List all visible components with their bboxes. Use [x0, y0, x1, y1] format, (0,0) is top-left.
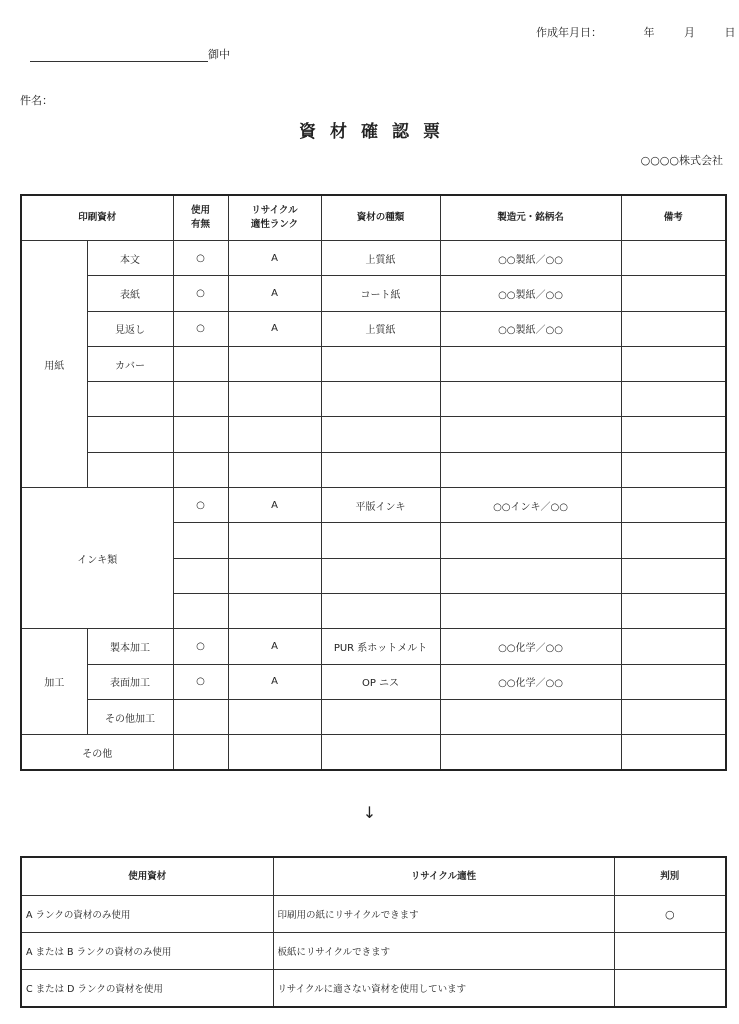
- judge-material-cell: C または D ランクの資材を使用: [21, 970, 273, 1008]
- type-cell[interactable]: 上質紙: [321, 311, 440, 346]
- group-ink: インキ類: [21, 488, 173, 629]
- use-cell[interactable]: ○: [173, 241, 228, 276]
- rank-cell[interactable]: [228, 593, 321, 628]
- table-row: [21, 699, 726, 734]
- note-cell[interactable]: [621, 382, 726, 417]
- recipient-line[interactable]: [30, 61, 208, 62]
- type-cell[interactable]: PUR 系ホットメルト: [321, 629, 440, 664]
- note-cell[interactable]: [621, 699, 726, 734]
- rank-cell[interactable]: [228, 417, 321, 452]
- judge-header-row: [21, 857, 726, 896]
- rank-cell[interactable]: A: [228, 488, 321, 523]
- rank-cell[interactable]: A: [228, 664, 321, 699]
- table-row: [21, 417, 726, 452]
- page-title: 資材確認票: [299, 122, 454, 142]
- rank-cell[interactable]: A: [228, 276, 321, 311]
- year-label: 年: [643, 26, 655, 39]
- company-name: ○○○○株式会社: [640, 154, 723, 167]
- judge-header-material: 使用資材: [21, 857, 273, 896]
- header-usage: [173, 195, 228, 241]
- item-cell[interactable]: [87, 382, 173, 417]
- item-cell: 見返し: [87, 311, 173, 346]
- judge-recycle-cell: リサイクルに適さない資材を使用しています: [273, 970, 614, 1008]
- header-note: 備考: [621, 195, 726, 241]
- header-rank-line1: リサイクル: [251, 205, 298, 216]
- table-row: [21, 382, 726, 417]
- table-row: [21, 970, 726, 1008]
- use-cell[interactable]: [173, 382, 228, 417]
- maker-cell[interactable]: ○○製紙／○○: [440, 311, 621, 346]
- item-cell: 表面加工: [87, 664, 173, 699]
- maker-cell[interactable]: ○○化学／○○: [440, 629, 621, 664]
- table-row: [21, 735, 726, 771]
- item-cell: その他加工: [87, 699, 173, 734]
- note-cell[interactable]: [621, 523, 726, 558]
- group-other: その他: [21, 735, 173, 771]
- type-cell[interactable]: [321, 417, 440, 452]
- note-cell[interactable]: [621, 488, 726, 523]
- note-cell[interactable]: [621, 629, 726, 664]
- use-cell[interactable]: ○: [173, 629, 228, 664]
- judge-header-judge: 判別: [614, 857, 726, 896]
- material-table: [20, 194, 727, 771]
- judge-recycle-cell: 板紙にリサイクルできます: [273, 933, 614, 970]
- item-cell: 表紙: [87, 276, 173, 311]
- header-usage-line2: 有無: [191, 219, 211, 230]
- item-cell: カバー: [87, 346, 173, 381]
- created-date-label: 作成年月日：: [536, 26, 602, 39]
- down-arrow-icon: ↓: [362, 803, 377, 822]
- use-cell[interactable]: [173, 346, 228, 381]
- created-date: [536, 24, 736, 40]
- maker-cell[interactable]: ○○化学／○○: [440, 664, 621, 699]
- judge-mark-cell[interactable]: [614, 970, 726, 1008]
- maker-cell[interactable]: [440, 346, 621, 381]
- day-label: 日: [724, 26, 736, 39]
- rank-cell[interactable]: [228, 346, 321, 381]
- note-cell[interactable]: [621, 417, 726, 452]
- subject-label: 件名：: [20, 94, 53, 107]
- type-cell[interactable]: [321, 346, 440, 381]
- recipient-suffix: 御中: [208, 48, 230, 61]
- type-cell[interactable]: 平版インキ: [321, 488, 440, 523]
- use-cell[interactable]: [173, 593, 228, 628]
- judge-material-cell: A ランクの資材のみ使用: [21, 896, 273, 933]
- maker-cell[interactable]: [440, 452, 621, 487]
- use-cell[interactable]: [173, 699, 228, 734]
- item-cell[interactable]: [87, 417, 173, 452]
- use-cell[interactable]: [173, 417, 228, 452]
- type-cell[interactable]: 上質紙: [321, 241, 440, 276]
- table-header-row: [21, 195, 726, 241]
- group-processing: 加工: [21, 629, 87, 735]
- rank-cell[interactable]: [228, 699, 321, 734]
- note-cell[interactable]: [621, 311, 726, 346]
- type-cell[interactable]: コート紙: [321, 276, 440, 311]
- rank-cell[interactable]: [228, 523, 321, 558]
- rank-cell[interactable]: A: [228, 311, 321, 346]
- type-cell[interactable]: [321, 735, 440, 771]
- table-row: [21, 346, 726, 381]
- judge-material-cell: A または B ランクの資材のみ使用: [21, 933, 273, 970]
- header-rank: [228, 195, 321, 241]
- use-cell[interactable]: [173, 558, 228, 593]
- rank-cell[interactable]: [228, 382, 321, 417]
- rank-cell[interactable]: [228, 735, 321, 771]
- note-cell[interactable]: [621, 241, 726, 276]
- rank-cell[interactable]: A: [228, 629, 321, 664]
- type-cell[interactable]: [321, 558, 440, 593]
- item-cell: 本文: [87, 241, 173, 276]
- maker-cell[interactable]: ○○製紙／○○: [440, 276, 621, 311]
- judge-mark-cell[interactable]: [614, 933, 726, 970]
- table-row: [21, 488, 726, 523]
- type-cell[interactable]: [321, 699, 440, 734]
- maker-cell[interactable]: ○○インキ／○○: [440, 488, 621, 523]
- use-cell[interactable]: [173, 735, 228, 771]
- note-cell[interactable]: [621, 452, 726, 487]
- maker-cell[interactable]: [440, 699, 621, 734]
- maker-cell[interactable]: ○○製紙／○○: [440, 241, 621, 276]
- use-cell[interactable]: [173, 452, 228, 487]
- maker-cell[interactable]: [440, 735, 621, 771]
- maker-cell[interactable]: [440, 523, 621, 558]
- maker-cell[interactable]: [440, 593, 621, 628]
- type-cell[interactable]: [321, 382, 440, 417]
- maker-cell[interactable]: [440, 417, 621, 452]
- rank-cell[interactable]: [228, 558, 321, 593]
- use-cell[interactable]: ○: [173, 488, 228, 523]
- item-cell: 製本加工: [87, 629, 173, 664]
- header-type: 資材の種類: [321, 195, 440, 241]
- rank-cell[interactable]: A: [228, 241, 321, 276]
- header-usage-line1: 使用: [191, 205, 211, 216]
- rank-cell[interactable]: [228, 452, 321, 487]
- note-cell[interactable]: [621, 276, 726, 311]
- type-cell[interactable]: [321, 593, 440, 628]
- maker-cell[interactable]: [440, 558, 621, 593]
- judge-recycle-cell: 印刷用の紙にリサイクルできます: [273, 896, 614, 933]
- header-maker: 製造元・銘柄名: [440, 195, 621, 241]
- header-material: 印刷資材: [21, 195, 173, 241]
- table-row: [21, 452, 726, 487]
- table-row: [21, 896, 726, 933]
- table-row: [21, 664, 726, 699]
- group-paper: 用紙: [21, 241, 87, 488]
- item-cell[interactable]: [87, 452, 173, 487]
- table-row: [21, 276, 726, 311]
- table-row: [21, 311, 726, 346]
- table-row: [21, 629, 726, 664]
- use-cell[interactable]: ○: [173, 311, 228, 346]
- use-cell[interactable]: ○: [173, 276, 228, 311]
- month-label: 月: [684, 26, 695, 39]
- note-cell[interactable]: [621, 664, 726, 699]
- note-cell[interactable]: [621, 558, 726, 593]
- use-cell[interactable]: ○: [173, 664, 228, 699]
- note-cell[interactable]: [621, 346, 726, 381]
- judge-mark-cell[interactable]: ○: [614, 896, 726, 933]
- use-cell[interactable]: [173, 523, 228, 558]
- judge-header-recycle: リサイクル適性: [273, 857, 614, 896]
- recycle-judge-table: [20, 856, 727, 1008]
- table-row: [21, 241, 726, 276]
- maker-cell[interactable]: [440, 382, 621, 417]
- note-cell[interactable]: [621, 593, 726, 628]
- note-cell[interactable]: [621, 735, 726, 771]
- header-rank-line2: 適性ランク: [250, 219, 299, 230]
- type-cell[interactable]: [321, 452, 440, 487]
- type-cell[interactable]: OP ニス: [321, 664, 440, 699]
- table-row: [21, 933, 726, 970]
- type-cell[interactable]: [321, 523, 440, 558]
